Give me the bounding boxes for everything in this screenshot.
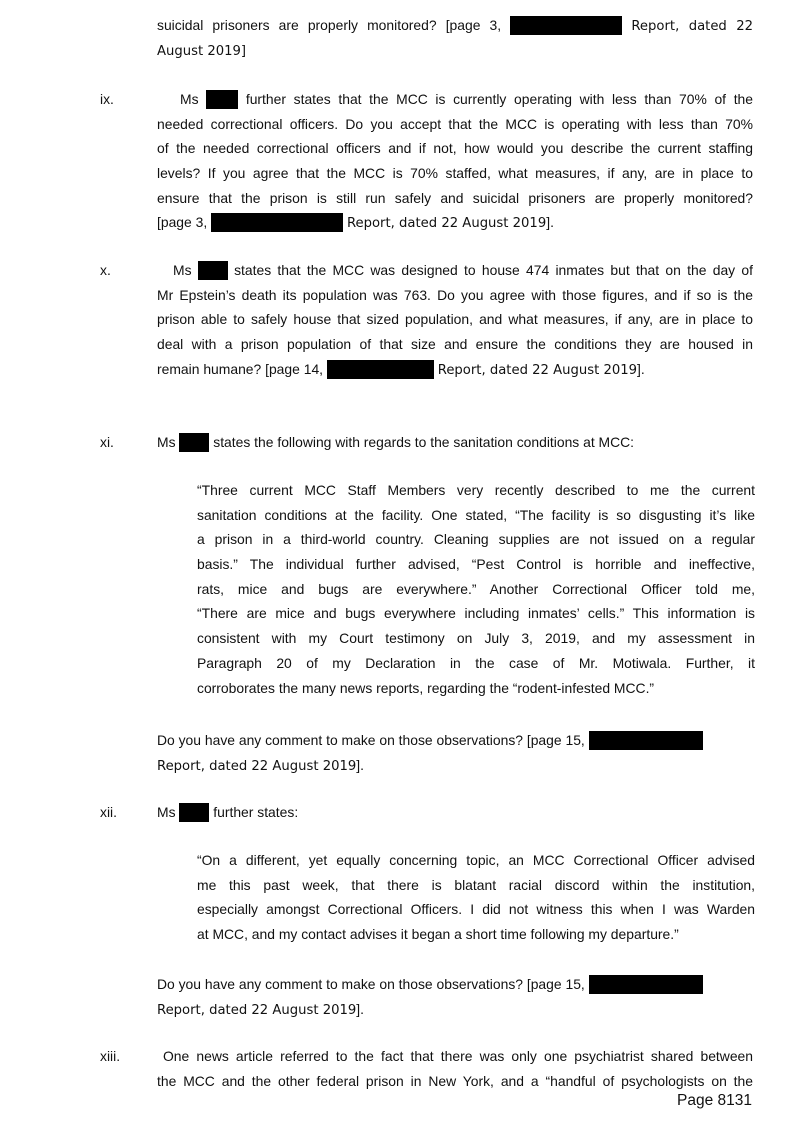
redaction (179, 433, 209, 452)
text: suicidal prisoners are properly monitored? [page 3, (157, 17, 502, 33)
text: deal with a prison population of that size and ensure the conditions they are housed in (157, 336, 753, 353)
text: Ms (173, 262, 192, 278)
redaction (179, 803, 209, 822)
text: Ms (157, 434, 176, 450)
quote-line: a prison in a third-world country. Cleaning supplies are not issued on a regular (197, 531, 755, 548)
redaction (589, 975, 703, 994)
quote-xii (197, 848, 755, 947)
quote-line: corroborates the many news reports, regarding the “rodent-infested MCC.” (197, 679, 655, 696)
question-xi (157, 728, 753, 777)
quote-line: “Three current MCC Staff Members very recently described to me the current (197, 482, 755, 498)
text: levels? If you agree that the MCC is 70% staffed, what measures, if any, are in place to (157, 165, 753, 182)
quote-line: at MCC, and my contact advises it began a short time following my departure.” (197, 926, 679, 943)
text: Ms (157, 804, 176, 820)
redaction (211, 213, 343, 232)
redaction (589, 731, 703, 750)
text: ]. (637, 360, 645, 377)
paragraph-xi (157, 430, 753, 455)
text: August 2019] (157, 43, 247, 59)
text: Ms (180, 91, 199, 107)
text: the MCC and the other federal prison in New York, and a “handful of psychologists on the (157, 1072, 753, 1089)
text: states that the MCC was designed to house 474 inmates but that on the day of (234, 262, 753, 278)
text: further states that the MCC is currently operating with less than 70% of the (245, 91, 753, 107)
text: further states: (213, 804, 299, 820)
quote-line: me this past week, that there is blatant racial discord within the institution, (197, 876, 755, 893)
quote-line: Paragraph 20 of my Declaration in the case of Mr. Motiwala. Further, it (197, 654, 755, 671)
redaction (510, 16, 622, 35)
text: Report, dated 22 August 2019 (157, 758, 357, 774)
item-number: xiii. (100, 1048, 121, 1064)
quote-line: “There are mice and bugs everywhere including inmates’ cells.” This information is (197, 605, 755, 622)
paragraph-xii (157, 800, 753, 825)
text: ensure that the prison is still run safely and suicidal prisoners are properly monitored? (157, 189, 753, 206)
redaction (198, 261, 228, 280)
paragraph-ix (157, 87, 753, 235)
paragraph-x (157, 258, 753, 381)
text: prison able to safely house that sized population, and what measures, if any, are in place to (157, 311, 753, 328)
quote-line: especially amongst Correctional Officers. I did not witness this when I was Warden (197, 901, 755, 918)
quote-line: basis.” The individual further advised, “Pest Control is horrible and ineffective, (197, 556, 755, 573)
redaction (206, 90, 238, 109)
quote-xi (197, 478, 755, 700)
text: ]. (356, 1000, 364, 1017)
redaction (327, 360, 434, 379)
quote-line: rats, mice and bugs are everywhere.” Another Correctional Officer told me, (197, 580, 755, 597)
text: [page 3, (157, 214, 208, 231)
text: states the following with regards to the sanitation conditions at MCC: (213, 434, 635, 450)
question-xii (157, 972, 753, 1021)
quote-line: sanitation conditions at the facility. One stated, “The facility is so disgusting it’s like (197, 506, 755, 523)
quote-line: “On a different, yet equally concerning topic, an MCC Correctional Officer advised (197, 852, 755, 868)
page-number: Page 8131 (677, 1092, 752, 1109)
text: needed correctional officers. Do you accept that the MCC is operating with less than 70% (157, 115, 753, 132)
text: Do you have any comment to make on those observations? [page 15, (157, 732, 585, 748)
text: ]. (356, 756, 364, 773)
item-number: xi. (100, 434, 114, 450)
item-number: xii. (100, 804, 117, 820)
text: remain humane? [page 14, (157, 360, 324, 377)
text: Do you have any comment to make on those observations? [page 15, (157, 976, 585, 992)
text: ]. (546, 214, 554, 231)
text: Report, dated 22 August 2019 (346, 216, 547, 232)
item-number: ix. (100, 91, 114, 107)
text: Report, dated 22 August 2019 (437, 362, 638, 378)
item-number: x. (100, 262, 111, 278)
text: One news article referred to the fact that there was only one psychiatrist shared between (163, 1048, 753, 1064)
text: Report, dated 22 August 2019 (157, 1002, 357, 1018)
paragraph-xiii (157, 1044, 753, 1093)
text: Mr Epstein’s death its population was 763. Do you agree with those figures, and if so is the (157, 286, 753, 303)
intro-paragraph (157, 13, 753, 62)
text: Report, dated 22 (631, 19, 753, 34)
quote-line: consistent with my Court testimony on July 3, 2019, and my assessment in (197, 630, 755, 647)
text: of the needed correctional officers and if not, how would you describe the current staffing (157, 140, 753, 157)
